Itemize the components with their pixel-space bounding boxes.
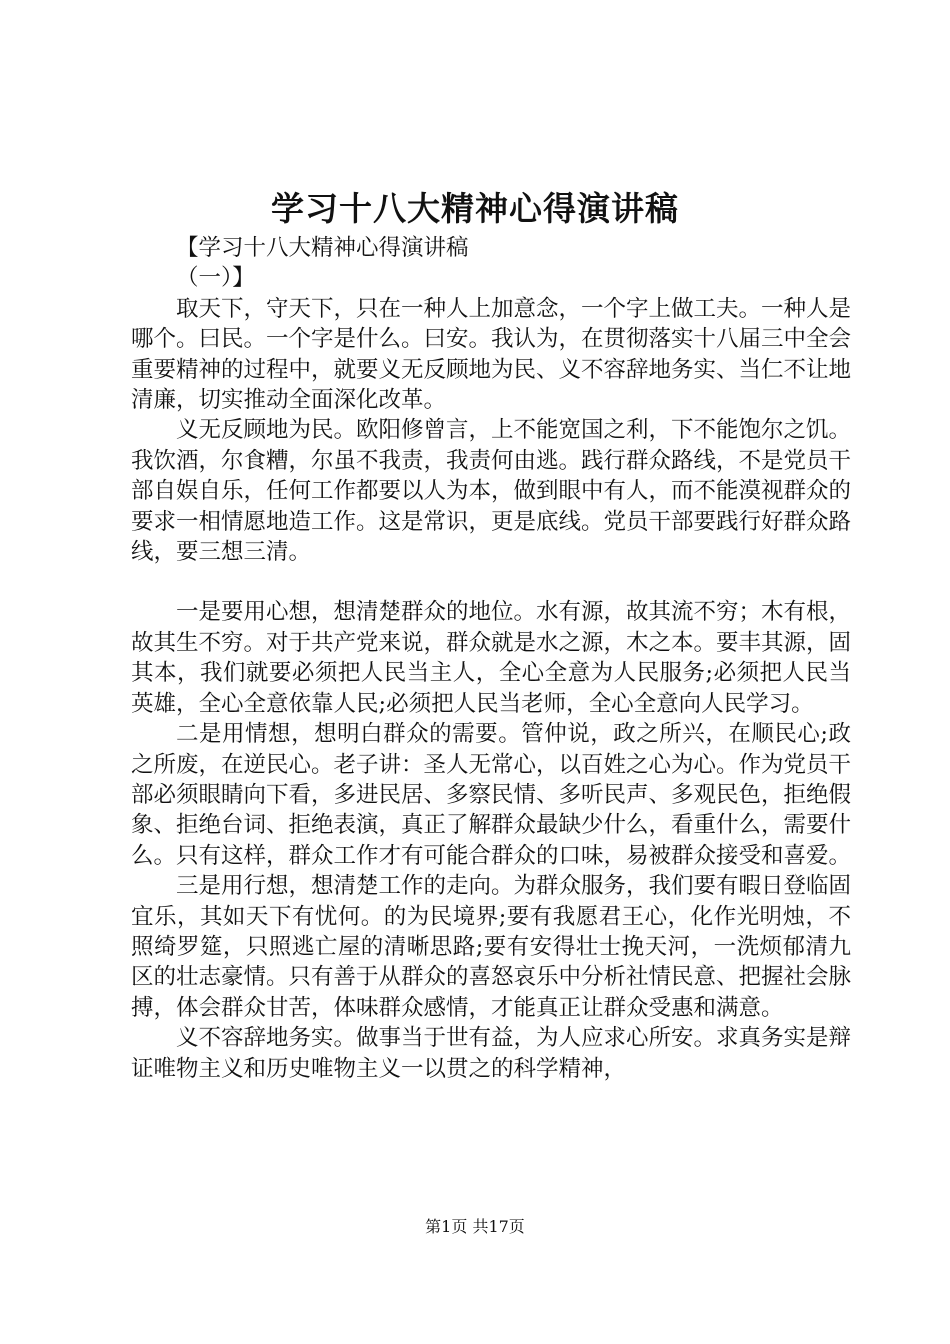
subheading-line-2: （一）】 — [176, 265, 255, 292]
paragraph: 义无反顾地为民。欧阳修曾言，上不能宽国之利，下不能饱尔之饥。我饮酒，尔食糟，尔虽不我责，我责何由逃。践行群众路线，不是党员干部自娱自乐，任何工作都要以人为本，做到眼中有人，而不能漠视群众的要求一相情愿地造工作。这是常识，更是底线。党员干部要践行好群众路线，要三想三清。 — [131, 417, 852, 566]
paragraph: 义不容辞地务实。做事当于世有益，为人应求心所安。求真务实是辩证唯物主义和历史唯物主义一以贯之的科学精神， — [131, 1025, 852, 1082]
paragraph: 一是要用心想，想清楚群众的地位。水有源，故其流不穷；木有根，故其生不穷。对于共产党来说，群众就是水之源，木之本。要丰其源，固其本，我们就要必须把人民当主人，全心全意为人民服务;必须把人民当英雄，全心全意依靠人民;必须把人民当老师，全心全意向人民学习。 — [131, 599, 852, 717]
paragraph: 取天下，守天下，只在一种人上加意念，一个字上做工夫。一种人是哪个。曰民。一个字是什么。曰安。我认为，在贯彻落实十八届三中全会重要精神的过程中，就要义无反顾地为民、义不容辞地务实、当仁不让地清廉，切实推动全面深化改革。 — [131, 295, 852, 414]
document-body — [131, 233, 851, 1084]
page-footer: 第1页 共17页 — [425, 1217, 525, 1236]
paragraph-gap — [131, 567, 851, 597]
paragraph: 二是用情想，想明白群众的需要。管仲说，政之所兴，在顺民心;政之所废，在逆民心。老子讲：圣人无常心，以百姓之心为心。作为党员干部必须眼睛向下看，多进民居、多察民情、多听民声、多观民色，拒绝假象、拒绝台词、拒绝表演，真正了解群众最缺少什么，看重什么，需要什么。只有这样，群众工作才有可能合群众的口味，易被群众接受和喜爱。 — [131, 721, 852, 869]
paragraph: 三是用行想，想清楚工作的走向。为群众服务，我们要有暇日登临固宜乐，其如天下有忧何。的为民境界;要有我愿君王心，化作光明烛，不照绮罗筵，只照逃亡屋的清晰思路;要有安得壮士挽天河，一洗烦郁清九区的壮志豪情。只有善于从群众的喜怒哀乐中分析社情民意、把握社会脉搏，体会群众甘苦，体味群众感情，才能真正让群众受惠和满意。 — [131, 873, 852, 1021]
subheading-line-1: 【学习十八大精神心得演讲稿 — [176, 235, 469, 261]
document-title: 学习十八大精神心得演讲稿 — [271, 189, 679, 228]
